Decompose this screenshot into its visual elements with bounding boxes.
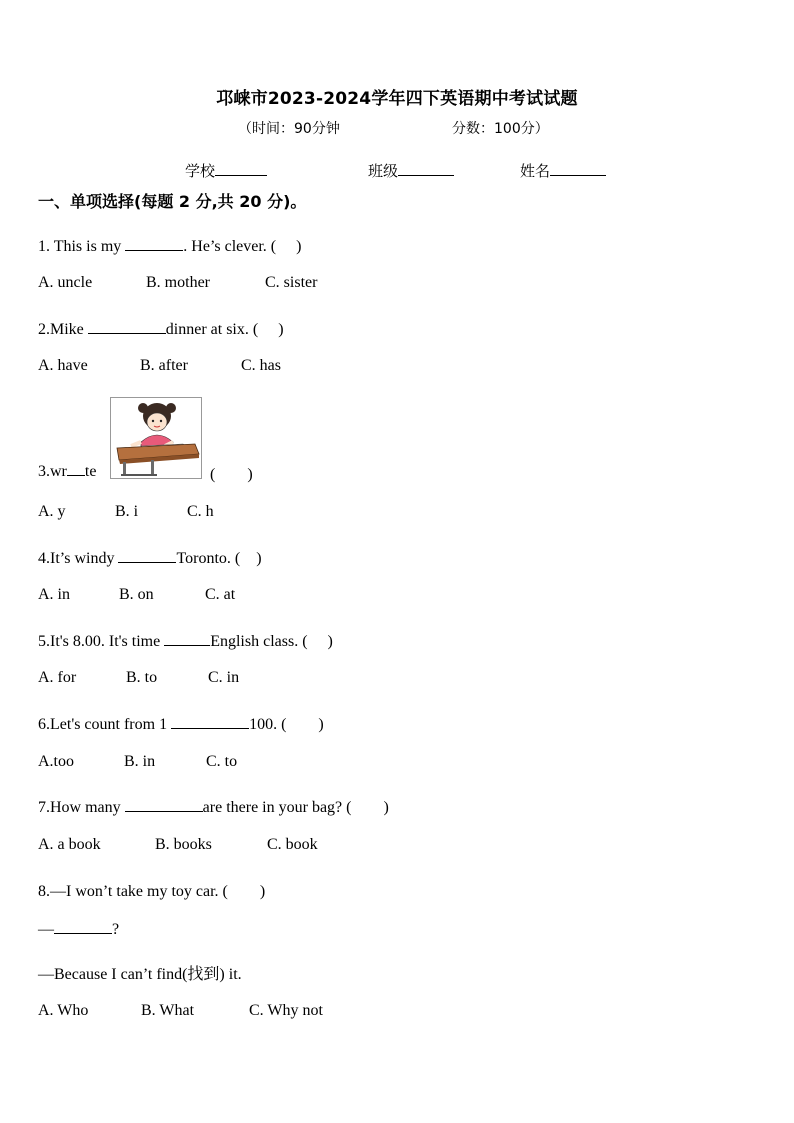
question-text: 7.How many bbox=[38, 799, 121, 816]
answer-blank bbox=[125, 797, 203, 812]
answer-blank bbox=[54, 919, 112, 934]
girl-writing-picture bbox=[110, 397, 202, 479]
option-b: B. books bbox=[155, 836, 212, 853]
girl-writing-icon bbox=[111, 398, 201, 478]
option-b: B. to bbox=[126, 669, 158, 686]
question-text: Toronto. ( ) bbox=[176, 550, 262, 567]
option-a: A. uncle bbox=[38, 274, 93, 291]
page-title: 邛崃市2023-2024学年四下英语期中考试试题 bbox=[216, 89, 578, 109]
question-8-line-3: —Because I can’t find(找到) it. bbox=[38, 966, 242, 983]
answer-paren: ( ) bbox=[210, 466, 253, 483]
question-5 bbox=[38, 628, 333, 651]
option-a: A. for bbox=[38, 669, 77, 686]
class-blank bbox=[398, 161, 454, 176]
question-text: 100. ( ) bbox=[249, 716, 324, 733]
option-c: C. in bbox=[208, 669, 240, 686]
option-b: B. What bbox=[141, 1002, 195, 1019]
question-2 bbox=[38, 316, 284, 339]
option-c: C. has bbox=[241, 357, 281, 374]
school-field bbox=[185, 160, 267, 181]
option-c: C. at bbox=[205, 586, 236, 603]
question-text: ? bbox=[112, 921, 120, 938]
question-6 bbox=[38, 711, 324, 734]
option-c: C. sister bbox=[265, 274, 318, 291]
answer-blank bbox=[164, 631, 210, 646]
question-text: te bbox=[84, 463, 97, 480]
class-label: 班级 bbox=[368, 162, 399, 180]
question-text: 3.wr bbox=[38, 463, 67, 480]
option-a: A. y bbox=[38, 503, 66, 520]
option-a: A.too bbox=[38, 753, 74, 770]
answer-blank bbox=[118, 548, 176, 563]
option-b: B. i bbox=[115, 503, 139, 520]
option-c: C. h bbox=[187, 503, 214, 520]
option-c: C. book bbox=[267, 836, 318, 853]
option-a: A. in bbox=[38, 586, 70, 603]
section-heading: 一、单项选择(每题 2 分,共 20 分)。 bbox=[38, 192, 307, 211]
class-field bbox=[368, 160, 454, 181]
answer-blank bbox=[88, 319, 166, 334]
option-b: B. on bbox=[119, 586, 154, 603]
school-blank bbox=[215, 161, 267, 176]
name-field bbox=[520, 160, 606, 181]
question-text: 2.Mike bbox=[38, 321, 84, 338]
option-b: B. mother bbox=[146, 274, 210, 291]
question-text: English class. ( ) bbox=[210, 633, 333, 650]
answer-blank bbox=[67, 461, 85, 476]
name-blank bbox=[550, 161, 606, 176]
question-text: 4.It’s windy bbox=[38, 550, 115, 567]
option-a: A. have bbox=[38, 357, 88, 374]
name-label: 姓名 bbox=[520, 162, 551, 180]
option-a: A. a book bbox=[38, 836, 101, 853]
option-b: B. in bbox=[124, 753, 156, 770]
question-text: 1. This is my bbox=[38, 238, 122, 255]
question-7 bbox=[38, 794, 389, 817]
option-c: C. Why not bbox=[249, 1002, 323, 1019]
question-text: 6.Let's count from 1 bbox=[38, 716, 168, 733]
exam-time: （时间：90分钟 bbox=[238, 121, 340, 137]
question-text: 5.It's 8.00. It's time bbox=[38, 633, 161, 650]
option-b: B. after bbox=[140, 357, 188, 374]
exam-score: 分数：100分） bbox=[452, 121, 549, 137]
question-1 bbox=[38, 233, 301, 256]
option-a: A. Who bbox=[38, 1002, 89, 1019]
question-8-line-2 bbox=[38, 919, 119, 939]
question-3 bbox=[38, 461, 96, 481]
question-4 bbox=[38, 545, 262, 568]
question-text: are there in your bag? ( ) bbox=[202, 799, 389, 816]
dash: — bbox=[38, 921, 54, 938]
question-text: . He’s clever. ( ) bbox=[183, 238, 302, 255]
question-8: 8.—I won’t take my toy car. ( ) bbox=[38, 883, 266, 900]
answer-blank bbox=[125, 236, 183, 251]
answer-blank bbox=[171, 714, 249, 729]
school-label: 学校 bbox=[185, 162, 216, 180]
option-c: C. to bbox=[206, 753, 238, 770]
question-text: dinner at six. ( ) bbox=[165, 321, 284, 338]
